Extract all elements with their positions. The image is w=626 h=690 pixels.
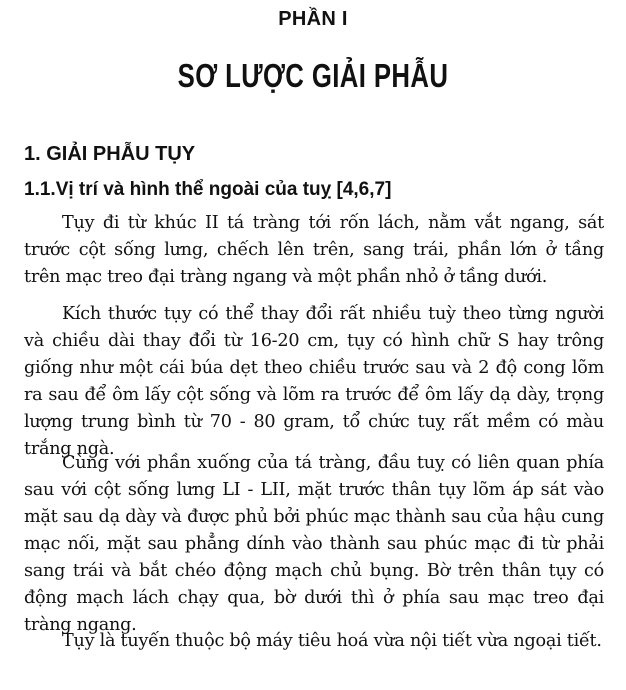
section-heading: 1. GIẢI PHẪU TỤY — [24, 143, 196, 165]
part-label: PHẦN I — [278, 8, 348, 30]
paragraph-location — [24, 210, 604, 291]
paragraph-text: Kích thước tụy có thể thay đổi rất nhiều tuỳ theo từng người và chiều dài thay đổi từ 16-20 cm, tụy có hình chữ S hay trông giống như một cái búa dẹt theo chiều trước sau và 2 độ cong lõm ra sau để ôm lấy cột sống và lõm ra trước để ôm lấy dạ dày, trọng lượng trung bình từ 70 - 80 gram, tổ chức tuỵ rất mềm có màu trắng ngà. — [24, 304, 604, 459]
paragraph-size — [24, 301, 604, 463]
paragraph-function — [24, 628, 604, 655]
paragraph-relations — [24, 450, 604, 639]
paragraph-text: Tụy đi từ khúc II tá tràng tới rốn lách, nằm vắt ngang, sát trước cột sống lưng, chếch lên trên, sang trái, phần lớn ở tầng trên mạc treo đại tràng ngang và một phần nhỏ ở tầng dưới. — [24, 213, 604, 287]
subsection-heading: 1.1.Vị trí và hình thể ngoài của tuỵ [4,6,7] — [24, 179, 392, 200]
part-title: SƠ LƯỢC GIẢI PHẪU — [177, 57, 449, 94]
paragraph-text: Tụy là tuyến thuộc bộ máy tiêu hoá vừa nội tiết vừa ngoại tiết. — [62, 631, 602, 651]
paragraph-text: Cùng với phần xuống của tá tràng, đầu tuỵ có liên quan phía sau với cột sống lưng LI - LII, mặt trước thân tụy lõm áp sát vào mặt sau dạ dày và được phủ bởi phúc mạc thành sau của hậu cung mạc nối, mặt sau phẳng dính vào thành sau phúc mạc đi từ phải sang trái và bắt chéo động mạch chủ bụng. Bờ trên thân tụy có động mạch lách chạy qua, bờ dưới thì ở phía sau mạc treo đại tràng ngang. — [24, 453, 604, 635]
